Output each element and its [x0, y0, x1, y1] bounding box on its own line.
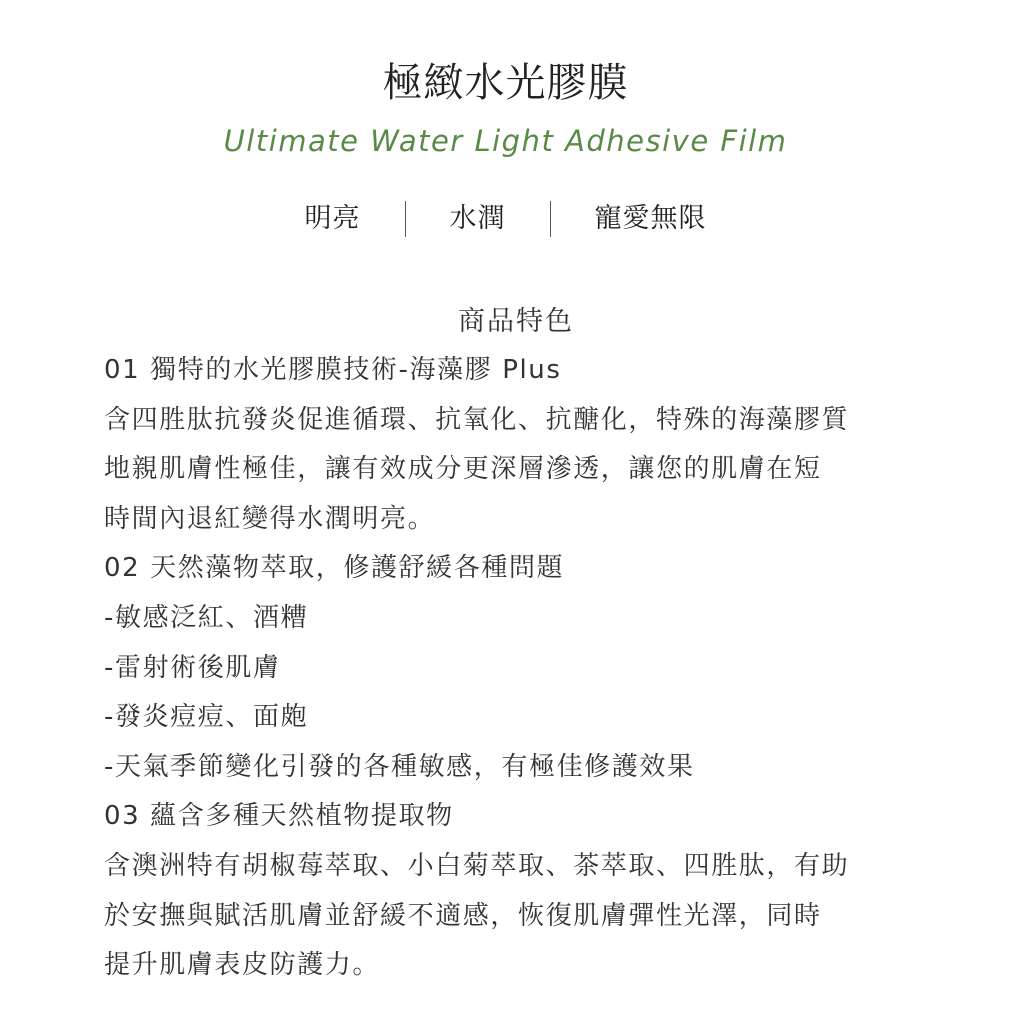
feature-02-item: -雷射術後肌膚	[104, 652, 281, 683]
feature-01-text: 時間內退紅變得水潤明亮。	[104, 503, 436, 534]
page-title: 極緻水光膠膜	[382, 60, 629, 106]
feature-01-text: 含四胜肽抗發炎促進循環、抗氧化、抗醣化，特殊的海藻膠質	[104, 404, 850, 435]
feature-02-item: -敏感泛紅、酒糟	[104, 602, 309, 633]
features-heading: 商品特色	[458, 306, 574, 337]
feature-02-item: -發炎痘痘、面皰	[104, 702, 309, 733]
feature-03-text: 含澳洲特有胡椒莓萃取、小白菊萃取、茶萃取、四胜肽，有助	[104, 850, 850, 881]
feature-01-title: 01 獨特的水光膠膜技術-海藻膠 Plus	[104, 355, 562, 385]
feature-03-text: 提升肌膚表皮防護力。	[104, 950, 381, 981]
page-subtitle: Ultimate Water Light Adhesive Film	[223, 124, 788, 158]
tag-divider	[405, 201, 406, 237]
feature-03-text: 於安撫與賦活肌膚並舒緩不適感，恢復肌膚彈性光澤，同時	[104, 900, 822, 931]
tag-bright: 明亮	[304, 203, 361, 234]
feature-02-title: 02 天然藻物萃取，修護舒緩各種問題	[104, 553, 565, 584]
tag-pamper: 寵愛無限	[594, 203, 707, 234]
feature-03-title: 03 蘊含多種天然植物提取物	[104, 801, 454, 832]
features-list	[104, 346, 932, 991]
tag-moisture: 水潤	[449, 203, 506, 234]
tag-row	[0, 198, 1011, 240]
tag-divider	[550, 201, 551, 237]
feature-02-item: -天氣季節變化引發的各種敏感，有極佳修護效果	[104, 751, 695, 782]
feature-01-text: 地親肌膚性極佳，讓有效成分更深層滲透，讓您的肌膚在短	[104, 454, 822, 485]
